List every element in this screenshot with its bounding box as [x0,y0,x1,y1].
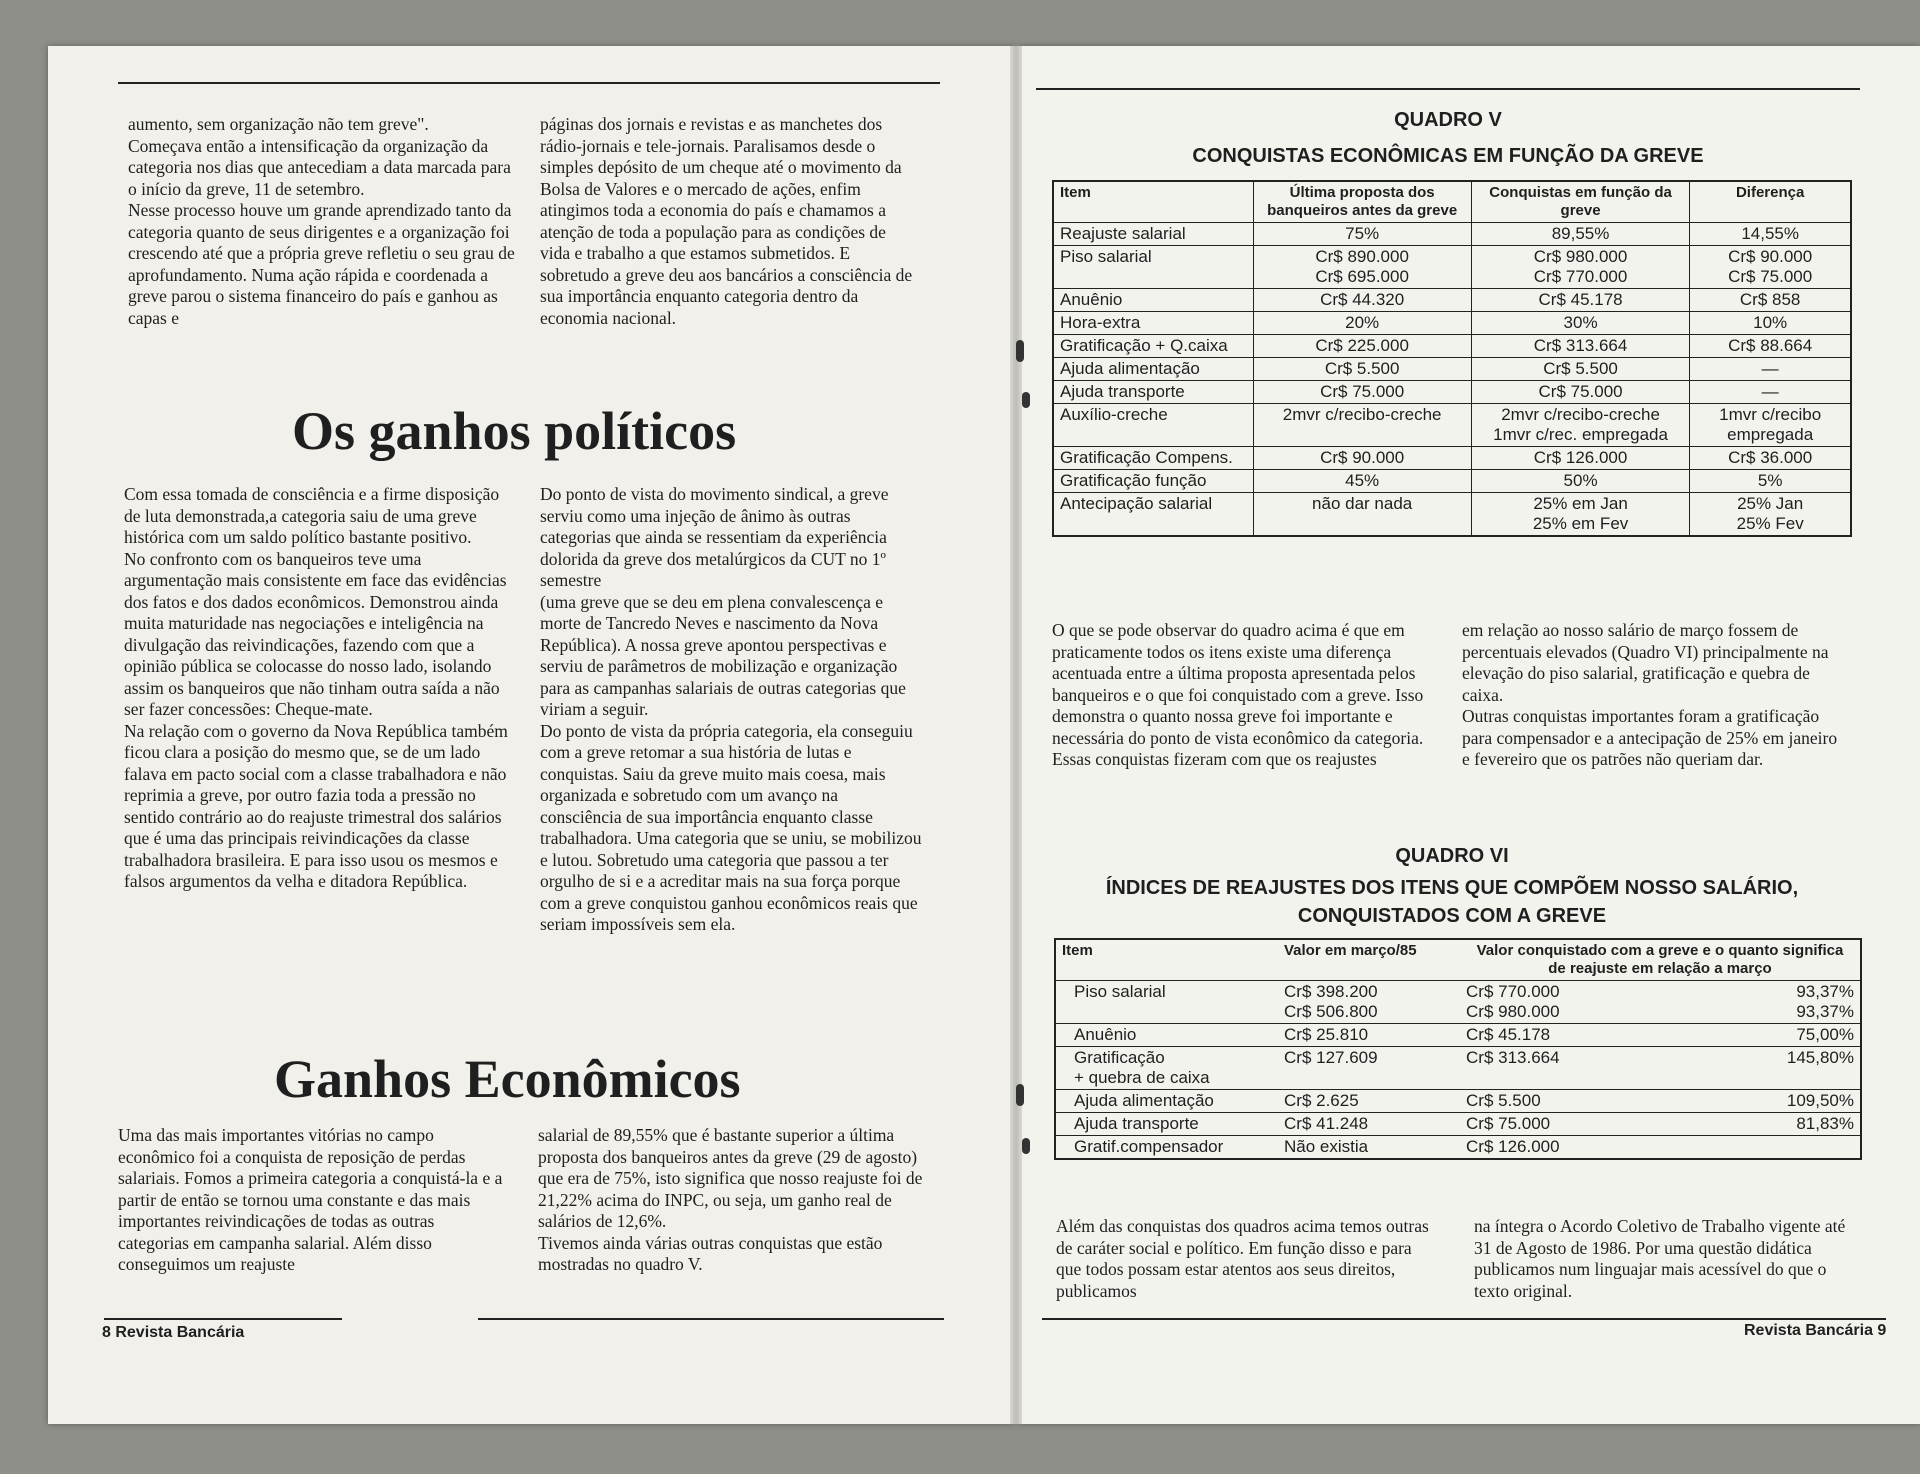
analysis-column-1 [1052,620,1432,771]
staple-mark [1022,1138,1030,1154]
table-cell: 93,37% 93,37% [1682,981,1861,1024]
table-row [1053,335,1851,358]
table-cell: Cr$ 313.664 [1471,335,1690,358]
quadro6-body [1055,981,1861,1160]
quadro6-subtitle-1: ÍNDICES DE REAJUSTES DOS ITENS QUE COMPÕEM NOSSO SALÁRIO, [1105,877,1799,899]
table-cell: — [1690,358,1851,381]
bottom-rule-left [104,1318,342,1320]
paragraph: Nesse processo houve um grande aprendizado tanto da categoria quanto de seus dirigentes e a organização foi crescendo até que a própria greve refletiu o seu grau de aprofundamento. Numa ação rápida e coordenada a greve parou o sistema financeiro do país e ganhou as capas e [128,200,515,328]
table-cell: Cr$ 25.810 [1278,1024,1460,1047]
heading-ganhos-politicos: Os ganhos políticos [292,401,737,461]
table-cell: Cr$ 36.000 [1690,447,1851,470]
heading-ganhos-economicos: Ganhos Econômicos [274,1049,741,1109]
table-cell: Cr$ 41.248 [1278,1113,1460,1136]
staple-mark [1016,1084,1024,1106]
paragraph: aumento, sem organização não tem greve". [128,114,429,134]
table-cell: Ajuda transporte [1055,1113,1278,1136]
table-cell: 2mvr c/recibo-creche [1253,404,1471,447]
paragraph: Começava então a intensificação da organização da categoria nos dias que antecediam a data marcada para o início da greve, 11 de setembro. [128,135,511,199]
paragraph: O que se pode observar do quadro acima é que em praticamente todos os itens existe uma diferença acentuada entre a última proposta apresentada pelos banqueiros e o que foi conquistado com a greve. Isso demonstra o quanto nossa greve foi importante e necessária do ponto de vista econômico da categoria. Essas conquistas fizeram com que os reajustes [1052,620,1424,769]
table-cell [1682,1136,1861,1160]
table-row [1053,404,1851,447]
table-cell: 109,50% [1682,1090,1861,1113]
quadro5-title: QUADRO V [1394,109,1502,131]
quadro5-subtitle: CONQUISTAS ECONÔMICAS EM FUNÇÃO DA GREVE [1192,145,1704,167]
spine-gutter [1010,46,1022,1424]
table-cell: 75% [1253,223,1471,246]
quadro5-table [1052,180,1852,537]
paragraph: na íntegra o Acordo Coletivo de Trabalho vigente até 31 de Agosto de 1986. Por uma questão didática publicamos num linguajar mais acessível do que o texto original. [1474,1216,1846,1301]
table-cell: 145,80% [1682,1047,1861,1090]
table-cell: Anuênio [1053,289,1253,312]
quadro5-header-conquistas: Conquistas em função da greve [1471,181,1690,223]
table-cell: não dar nada [1253,493,1471,537]
table-row [1053,289,1851,312]
political-column-2 [540,484,924,936]
staple-mark [1016,340,1024,362]
quadro5-body [1053,223,1851,537]
table-cell: 5% [1690,470,1851,493]
table-cell: Auxílio-creche [1053,404,1253,447]
table-cell: Cr$ 2.625 [1278,1090,1460,1113]
table-cell: Cr$ 5.500 [1253,358,1471,381]
analysis-column-2 [1462,620,1842,771]
quadro6-subtitle-2: CONQUISTADOS COM A GREVE [1297,905,1607,927]
table-row [1053,381,1851,404]
paragraph: Na relação com o governo da Nova República também ficou clara a posição do mesmo que, se de um lado falava em pacto social com a classe trabalhadora e não reprimia a greve, por outro fazia toda a pressão no sentido contrário ao do reajuste trimestral dos salários que é uma das principais reivindicações da classe trabalhadora brasileira. E para isso usou os mesmos e falsos argumentos da velha e ditadora República. [124,720,508,891]
table-row [1053,470,1851,493]
table-row [1055,981,1861,1024]
table-cell: Não existia [1278,1136,1460,1160]
table-cell: Cr$ 5.500 [1471,358,1690,381]
table-cell: 2mvr c/recibo-creche 1mvr c/rec. empregada [1471,404,1690,447]
table-cell: 81,83% [1682,1113,1861,1136]
quadro6-title: QUADRO VI [1395,845,1509,867]
table-cell: 89,55% [1471,223,1690,246]
quadro6-table [1054,938,1862,1160]
table-cell: Cr$ 858 [1690,289,1851,312]
table-cell: Cr$ 75.000 [1253,381,1471,404]
table-cell: Cr$ 90.000 [1253,447,1471,470]
table-cell: Cr$ 126.000 [1471,447,1690,470]
paragraph: Além das conquistas dos quadros acima temos outras de caráter social e político. Em função disso e para que todos possam estar atentos aos seus direitos, publicamos [1056,1216,1429,1301]
table-cell: Gratificação Compens. [1053,447,1253,470]
paragraph: páginas dos jornais e revistas e as manchetes dos rádio-jornais e tele-jornais. Paralisamos desde o simples depósito de um cheque até o movimento da Bolsa de Valores e o mercado de ações, enfim atingimos toda a economia do país e chamamos a atenção de toda a população para as condições de vida e trabalho a que estamos submetidos. E sobretudo a greve deu aos bancários a consciência de sua importância enquanto categoria dentro da economia nacional. [540,114,913,328]
table-cell: 14,55% [1690,223,1851,246]
table-row [1053,447,1851,470]
table-cell: Cr$ 398.200 Cr$ 506.800 [1278,981,1460,1024]
paragraph: (uma greve que se deu em plena convalescença e morte de Tancredo Neves e nascimento da Nova República). A nossa greve apontou perspectivas e serviu de parâmetros de mobilização e organização para as campanhas salariais de outras categorias que viriam a seguir. [540,591,906,719]
paragraph: Do ponto de vista do movimento sindical, a greve serviu como uma injeção de ânimo às outras categorias que ainda se ressentiam da experiência dolorida da greve dos metalúrgicos da CUT no 1º semestre [540,484,889,590]
table-cell: Cr$ 88.664 [1690,335,1851,358]
staple-mark [1022,392,1030,408]
top-rule-left [118,82,940,84]
table-cell: Cr$ 45.178 [1460,1024,1682,1047]
paragraph: Com essa tomada de consciência e a firme disposição de luta demonstrada,a categoria saiu de uma greve histórica com um saldo político bastante positivo. [124,484,500,547]
table-cell: 75,00% [1682,1024,1861,1047]
table-cell: Cr$ 770.000 Cr$ 980.000 [1460,981,1682,1024]
table-row [1053,312,1851,335]
table-cell: Piso salarial [1053,246,1253,289]
footer-left: 8 Revista Bancária [102,1324,245,1341]
table-cell: Gratificação + quebra de caixa [1055,1047,1278,1090]
paragraph: em relação ao nosso salário de março fossem de percentuais elevados (Quadro VI) principalmente na elevação do piso salarial, gratificação e quebra de caixa. [1462,620,1829,705]
table-row [1055,1113,1861,1136]
table-row [1053,246,1851,289]
political-column-1 [124,484,516,893]
table-cell: 50% [1471,470,1690,493]
table-cell: Gratificação + Q.caixa [1053,335,1253,358]
quadro6-header-marco: Valor em março/85 [1278,939,1460,981]
table-cell: 30% [1471,312,1690,335]
table-cell: Cr$ 75.000 [1471,381,1690,404]
table-cell: Hora-extra [1053,312,1253,335]
paragraph: Do ponto de vista da própria categoria, ela conseguiu com a greve retomar a sua história de lutas e conquistas. Saiu da greve muito mais coesa, mais organizada e sobretudo com um avanço na consciência de sua importância enquanto classe trabalhadora. Uma categoria que se uniu, se mobilizou e lutou. Sobretudo uma categoria que passou a ter orgulho de si e a acreditar mais na sua força porque com a greve conquistou ganhou econômicos reais que seriam impossíveis sem ela. [540,720,922,934]
paragraph: No confronto com os banqueiros teve uma argumentação mais consistente em face das evidências dos fatos e dos dados econômicos. Demonstrou ainda muita maturidade nas negociações e inteligência na divulgação das reivindicações, fazendo com que a opinião pública se colocasse do nosso lado, isolando assim os banqueiros que não tinham outra saída a não ser fazer concessões: Cheque-mate. [124,548,507,719]
table-cell: Ajuda transporte [1053,381,1253,404]
table-cell: Cr$ 313.664 [1460,1047,1682,1090]
quadro6-header-conquistado: Valor conquistado com a greve e o quanto significa de reajuste em relação a março [1460,939,1861,981]
paragraph: salarial de 89,55% que é bastante superior a última proposta dos banqueiros antes da greve (29 de agosto) que era de 75%, isto significa que nosso reajuste foi de 21,22% acima do INPC, ou seja, um ganho real de salários de 12,6%. [538,1125,923,1231]
table-cell: 1mvr c/recibo empregada [1690,404,1851,447]
bottom-rule-left-2 [478,1318,944,1320]
quadro5-header-diferenca: Diferença [1690,181,1851,223]
table-cell: Cr$ 980.000 Cr$ 770.000 [1471,246,1690,289]
table-cell: Cr$ 890.000 Cr$ 695.000 [1253,246,1471,289]
paragraph: Tivemos ainda várias outras conquistas que estão mostradas no quadro V. [538,1232,883,1274]
economic-column-1 [118,1125,506,1276]
economic-column-2 [538,1125,930,1276]
closing-column-1 [1056,1216,1436,1302]
table-cell: Piso salarial [1055,981,1278,1024]
table-cell: 25% Jan 25% Fev [1690,493,1851,537]
table-cell: 25% em Jan 25% em Fev [1471,493,1690,537]
quadro5-header-item: Item [1053,181,1253,223]
table-cell: Cr$ 127.609 [1278,1047,1460,1090]
table-row [1053,358,1851,381]
table-row [1055,1047,1861,1090]
table-cell: Cr$ 45.178 [1471,289,1690,312]
table-cell: Cr$ 75.000 [1460,1113,1682,1136]
table-cell: 10% [1690,312,1851,335]
table-cell: Gratificação função [1053,470,1253,493]
quadro5-header-ultima: Última proposta dos banqueiros antes da greve [1253,181,1471,223]
quadro6-header-item: Item [1055,939,1278,981]
table-cell: Reajuste salarial [1053,223,1253,246]
paragraph: Uma das mais importantes vitórias no campo econômico foi a conquista de reposição de perdas salariais. Fomos a primeira categoria a conquistá-la e a partir de então se tornou uma constante e das mais importantes reivindicações de todas as outras categorias em campanha salarial. Além disso conseguimos um reajuste [118,1125,503,1274]
table-cell: Gratif.compensador [1055,1136,1278,1160]
table-cell: 45% [1253,470,1471,493]
table-cell: Cr$ 225.000 [1253,335,1471,358]
table-cell: Cr$ 126.000 [1460,1136,1682,1160]
table-cell: Cr$ 90.000 Cr$ 75.000 [1690,246,1851,289]
table-cell: Cr$ 5.500 [1460,1090,1682,1113]
top-rule-right [1036,88,1860,90]
table-cell: Ajuda alimentação [1055,1090,1278,1113]
paragraph: Outras conquistas importantes foram a gratificação para compensador e a antecipação de 25% em janeiro e fevereiro que os patrões não queriam dar. [1462,706,1838,769]
table-cell: Antecipação salarial [1053,493,1253,537]
footer-right: Revista Bancária 9 [1744,1322,1887,1339]
bottom-rule-right [1042,1318,1886,1320]
table-row [1053,493,1851,537]
table-cell: Ajuda alimentação [1053,358,1253,381]
intro-column-2 [540,114,920,329]
table-row [1055,1136,1861,1160]
table-row [1055,1024,1861,1047]
table-row [1055,1090,1861,1113]
intro-column-1 [128,114,520,329]
table-cell: 20% [1253,312,1471,335]
table-cell: Cr$ 44.320 [1253,289,1471,312]
table-cell: Anuênio [1055,1024,1278,1047]
table-cell: — [1690,381,1851,404]
closing-column-2 [1474,1216,1854,1302]
table-row [1053,223,1851,246]
